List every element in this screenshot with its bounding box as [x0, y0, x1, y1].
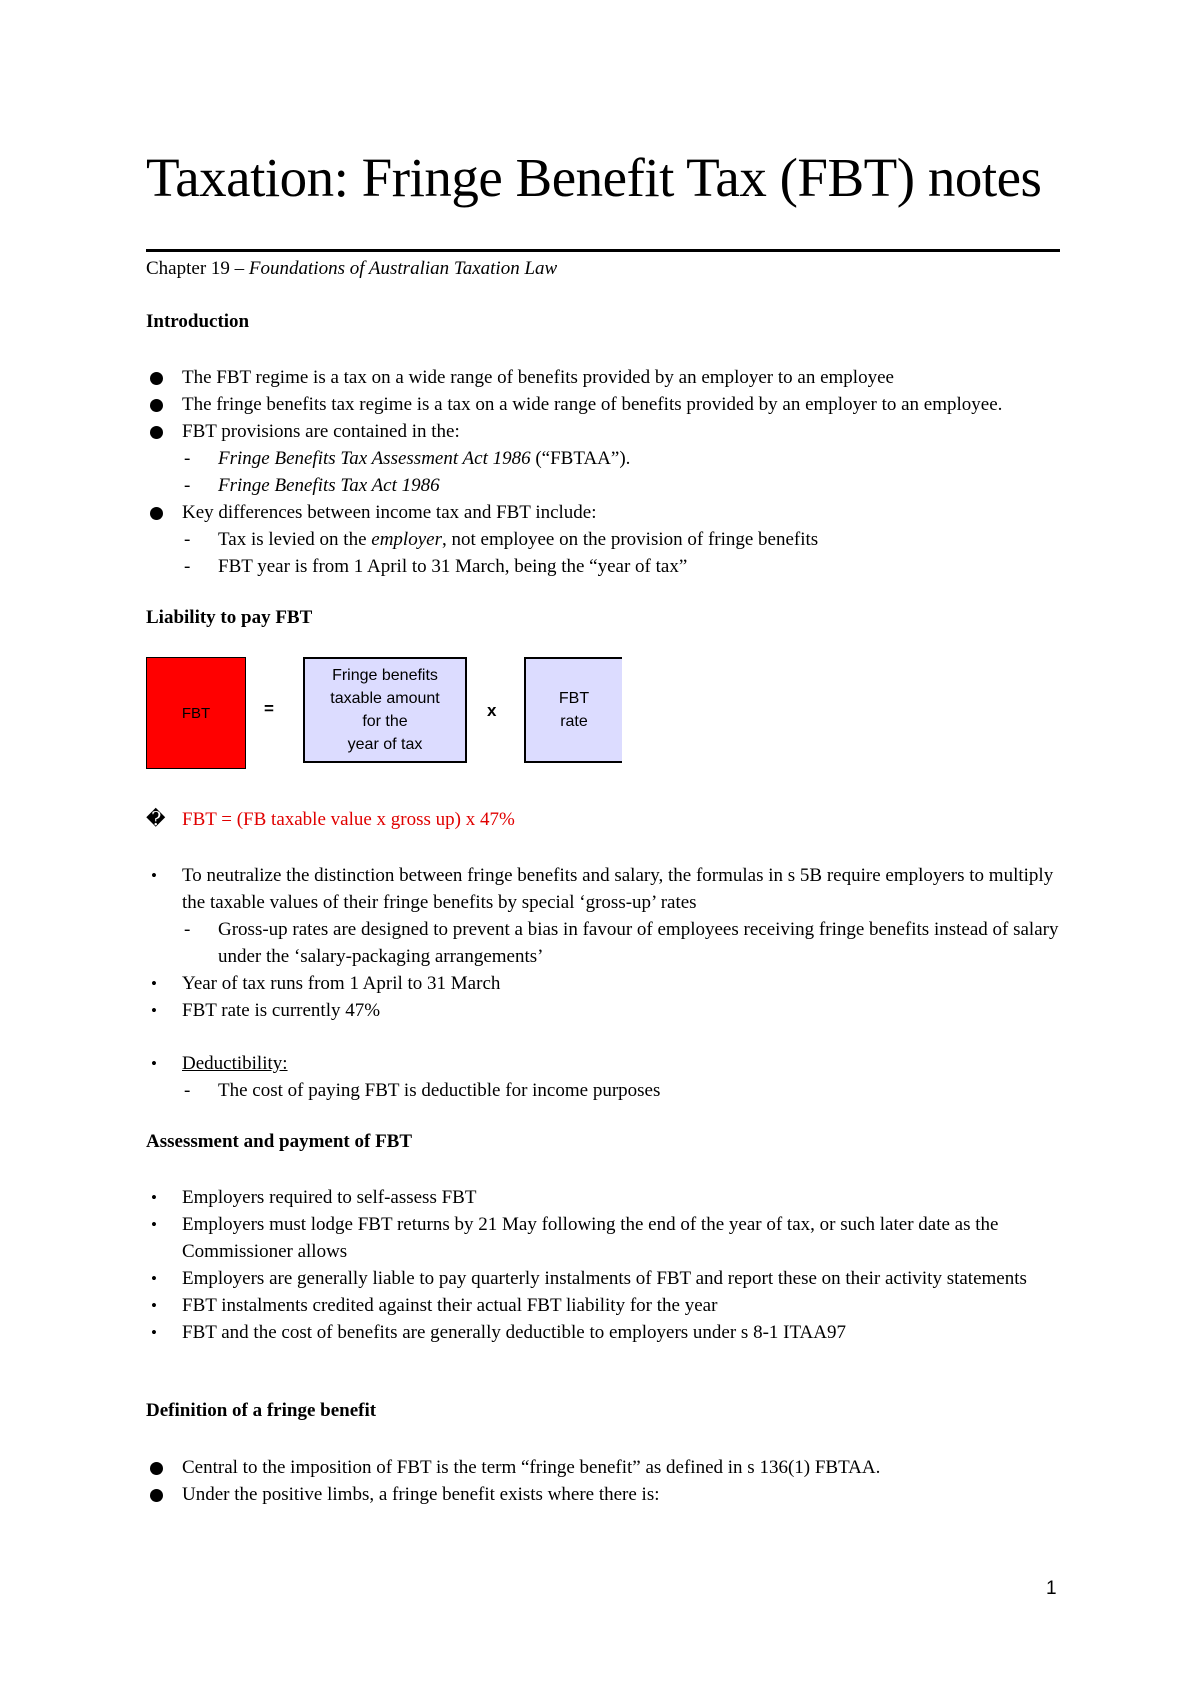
list-item: The fringe benefits tax regime is a tax on a wide range of benefits provided by an employer to an employee. [146, 391, 1060, 418]
chapter-label: Chapter 19 – [146, 258, 249, 279]
list-subitem: - FBT year is from 1 April to 31 March, being the “year of tax” [146, 553, 1060, 580]
definition-list [146, 1454, 1060, 1508]
taxable-amount-box: Fringe benefits taxable amount for the year of tax [303, 657, 467, 763]
title-rule [146, 249, 1060, 252]
list-subitem: - Fringe Benefits Tax Assessment Act 1986 (“FBTAA”). [146, 445, 1060, 472]
definition-heading: Definition of a fringe benefit [146, 1400, 377, 1421]
list-item: • FBT rate is currently 47% [146, 997, 1060, 1024]
introduction-list [146, 364, 1060, 580]
liability-heading: Liability to pay FBT [146, 607, 313, 628]
list-item: • To neutralize the distinction between fringe benefits and salary, the formulas in s 5B require employers to multiply the taxable values of their fringe benefits by special ‘gross-up’ rates [146, 862, 1060, 916]
formula-marker: � [146, 809, 166, 830]
list-subitem [146, 472, 1060, 499]
page-number: 1 [1046, 1578, 1057, 1599]
multiply-sign: x [487, 701, 497, 720]
list-item: • Employers required to self-assess FBT [146, 1184, 1060, 1211]
list-item: • Year of tax runs from 1 April to 31 March [146, 970, 1060, 997]
list-item: Central to the imposition of FBT is the term “fringe benefit” as defined in s 136(1) FBTAA. [146, 1454, 1060, 1481]
deductibility-label: Deductibility: [182, 1053, 288, 1074]
equals-sign: = [264, 699, 274, 718]
assessment-heading: Assessment and payment of FBT [146, 1131, 413, 1152]
list-item [146, 1050, 1060, 1077]
act-name: Fringe Benefits Tax Act 1986 [218, 475, 440, 496]
fbt-result-box: FBT [146, 657, 246, 769]
list-item: • FBT and the cost of benefits are generally deductible to employers under s 8-1 ITAA97 [146, 1319, 1060, 1346]
list-subitem: - Tax is levied on the employer, not employee on the provision of fringe benefits [146, 526, 1060, 553]
fbt-formula: � FBT = (FB taxable value x gross up) x 47% [146, 809, 515, 830]
list-item: • FBT instalments credited against their actual FBT liability for the year [146, 1292, 1060, 1319]
list-item: Key differences between income tax and FBT include: [146, 499, 1060, 526]
chapter-reference [146, 258, 557, 280]
introduction-heading: Introduction [146, 311, 250, 332]
list-item: • Employers are generally liable to pay quarterly instalments of FBT and report these on their activity statements [146, 1265, 1060, 1292]
list-item: FBT provisions are contained in the: [146, 418, 1060, 445]
act-name: Fringe Benefits Tax Assessment Act 1986 [218, 448, 531, 469]
list-item: • Employers must lodge FBT returns by 21 May following the end of the year of tax, or such later date as the Commissioner allows [146, 1211, 1060, 1265]
fbt-formula-diagram [146, 657, 622, 769]
liability-list [146, 862, 1060, 1024]
fbt-rate-box: FBT rate [524, 657, 622, 763]
deductibility-list [146, 1050, 1060, 1104]
list-item: Under the positive limbs, a fringe benefit exists where there is: [146, 1481, 1060, 1508]
list-subitem: - The cost of paying FBT is deductible for income purposes [146, 1077, 1060, 1104]
book-title: Foundations of Australian Taxation Law [248, 258, 558, 279]
list-item: The FBT regime is a tax on a wide range of benefits provided by an employer to an employee [146, 364, 1060, 391]
assessment-list [146, 1184, 1060, 1346]
page-title: Taxation: Fringe Benefit Tax (FBT) notes [146, 147, 1042, 208]
list-subitem: - Gross-up rates are designed to prevent a bias in favour of employees receiving fringe benefits instead of salary under the ‘salary-packaging arrangements’ [146, 916, 1060, 970]
